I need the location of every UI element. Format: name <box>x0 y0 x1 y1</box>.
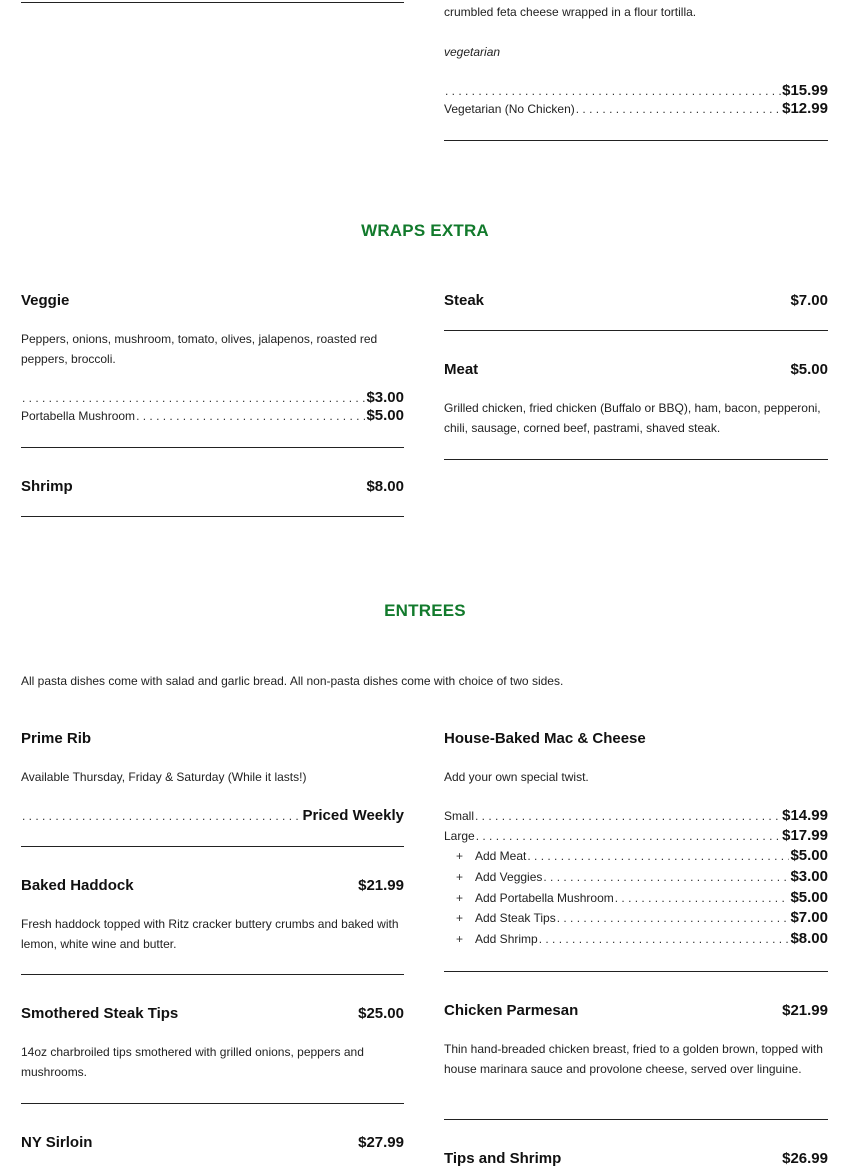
divider <box>21 1103 404 1104</box>
item-note: vegetarian <box>444 45 501 59</box>
price-line: Small . . . $14.99 <box>444 807 828 827</box>
item-description: Add your own special twist. <box>444 770 589 784</box>
divider <box>21 846 404 847</box>
plus-icon: + <box>455 932 463 946</box>
item-price-tips-and-shrimp: $26.99 <box>782 1150 828 1167</box>
item-name-meat: Meat <box>444 361 479 378</box>
item-name-baked-haddock: Baked Haddock <box>21 877 134 894</box>
item-name-mac-and-cheese: House-Baked Mac & Cheese <box>444 730 646 747</box>
plus-icon: + <box>455 870 463 884</box>
item-price-baked-haddock: $21.99 <box>358 877 404 894</box>
section-title-wraps-extra: WRAPS EXTRA <box>361 221 489 240</box>
addon-line: + Add Portabella Mushroom . . . $5.00 <box>444 889 828 909</box>
item-name-veggie: Veggie <box>21 292 70 309</box>
item-description: 14oz charbroiled tips smothered with grilled onions, peppers and mushrooms. <box>21 1045 364 1079</box>
section-intro: All pasta dishes come with salad and garlic bread. All non-pasta dishes come with choice of two sides. <box>21 674 564 688</box>
price-line: . . . Priced Weekly <box>21 807 404 827</box>
item-price-chicken-parmesan: $21.99 <box>782 1002 828 1019</box>
item-name-ny-sirloin: NY Sirloin <box>21 1134 93 1151</box>
divider <box>444 1119 828 1120</box>
addon-line: + Add Steak Tips . . . $7.00 <box>444 909 828 929</box>
plus-icon: + <box>455 891 463 905</box>
item-name-steak: Steak <box>444 292 485 309</box>
item-description: Fresh haddock topped with Ritz cracker buttery crumbs and baked with lemon, white wine and butter. <box>21 917 399 951</box>
price-line: Large . . . $17.99 <box>444 827 828 847</box>
addon-line: + Add Shrimp . . . $8.00 <box>444 930 828 950</box>
plus-icon: + <box>455 849 463 863</box>
item-description: Grilled chicken, fried chicken (Buffalo or BBQ), ham, bacon, pepperoni, chili, sausage, corned beef, pastrami, shaved steak. <box>444 401 821 435</box>
price-line: . . . $3.00 <box>21 389 404 409</box>
price-line: Vegetarian (No Chicken) . . . $12.99 <box>444 100 828 120</box>
divider <box>21 974 404 975</box>
item-name-prime-rib: Prime Rib <box>21 730 92 747</box>
item-name-chicken-parmesan: Chicken Parmesan <box>444 1002 579 1019</box>
item-price-meat: $5.00 <box>790 361 828 378</box>
item-price-smothered-steak-tips: $25.00 <box>358 1005 404 1022</box>
item-description: Thin hand-breaded chicken breast, fried to a golden brown, topped with house marinara sauce and provolone cheese, served over linguine. <box>444 1042 823 1076</box>
divider <box>21 2 404 3</box>
divider <box>444 330 828 331</box>
item-name-tips-and-shrimp: Tips and Shrimp <box>444 1150 562 1167</box>
item-description: crumbled feta cheese wrapped in a flour tortilla. <box>444 5 697 19</box>
item-price-steak: $7.00 <box>790 292 828 309</box>
item-name-smothered-steak-tips: Smothered Steak Tips <box>21 1005 179 1022</box>
divider <box>444 459 828 460</box>
addon-line: + Add Veggies . . . $3.00 <box>444 868 828 888</box>
price-line: Portabella Mushroom . . . $5.00 <box>21 407 404 427</box>
divider <box>21 516 404 517</box>
item-name-shrimp: Shrimp <box>21 478 73 495</box>
divider <box>444 971 828 972</box>
plus-icon: + <box>455 911 463 925</box>
item-description: Peppers, onions, mushroom, tomato, olives, jalapenos, roasted red peppers, broccoli. <box>21 332 378 366</box>
divider <box>21 447 404 448</box>
item-price-ny-sirloin: $27.99 <box>358 1134 404 1151</box>
section-title-entrees: ENTREES <box>384 601 466 620</box>
item-price-shrimp: $8.00 <box>366 478 404 495</box>
addon-line: + Add Meat . . . $5.00 <box>444 847 828 867</box>
price-line: . . . $15.99 <box>444 82 828 102</box>
divider <box>444 140 828 141</box>
item-description: Available Thursday, Friday & Saturday (While it lasts!) <box>21 770 307 784</box>
